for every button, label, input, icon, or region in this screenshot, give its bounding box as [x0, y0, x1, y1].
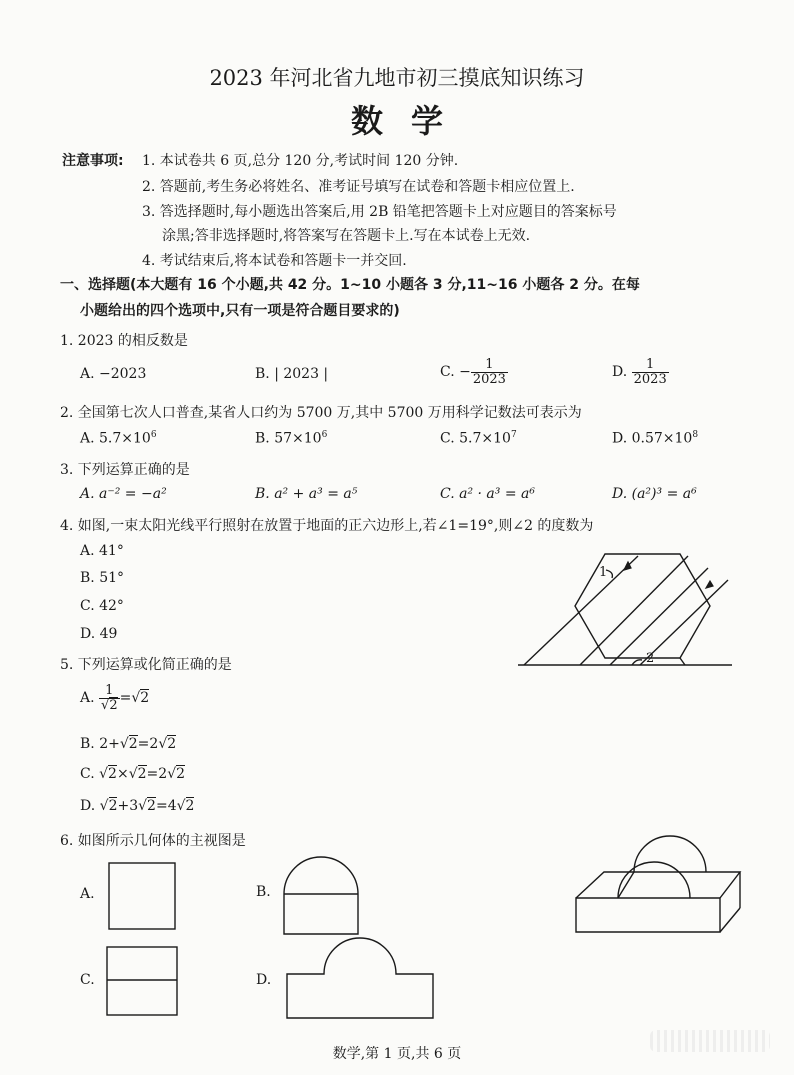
arrow-head: [706, 581, 713, 588]
option-b: B. | 2023 |: [255, 366, 329, 382]
hexagon-sunlight-diagram: [510, 548, 740, 673]
option-a: A. a⁻² = −a²: [80, 486, 167, 502]
section-heading-cont: 小题给出的四个选项中,只有一项是符合题目要求的): [80, 303, 400, 319]
sun-ray: [524, 556, 638, 665]
geometric-solid-figure: [574, 828, 746, 936]
question-stem: 4. 如图,一束太阳光线平行照射在放置于地面的正六边形上,若∠1=19°,则∠2 的度数为: [60, 518, 594, 534]
question-stem: 3. 下列运算正确的是: [60, 462, 190, 478]
option-a-square-view: [108, 862, 178, 932]
question-stem: 2. 全国第七次人口普查,某省人口约为 5700 万,其中 5700 万用科学记数法可表示为: [60, 405, 582, 421]
option-d: D. $0.57\times 10^8$: [612, 430, 699, 447]
option-d-semicircle-view: [286, 938, 436, 1020]
option-a: A. $5.7\times 10^6$: [80, 430, 157, 447]
sun-ray: [610, 568, 708, 665]
watermark-smudge: [650, 1030, 770, 1052]
option-b-arch-view: [282, 856, 362, 936]
angle-label-2: 2: [646, 651, 655, 666]
option-c: C. a² · a³ = a⁶: [440, 486, 535, 502]
option-d: D. (a²)³ = a⁶: [612, 486, 697, 502]
option-c-rectangles-view: [106, 946, 180, 1018]
option-c: C. $5.7\times 10^7$: [440, 430, 517, 447]
regular-hexagon: [575, 554, 710, 658]
option-d: D. $\frac{1}{2023}$: [612, 357, 667, 387]
question-stem: 5. 下列运算或化简正确的是: [60, 657, 232, 673]
notes-label: 注意事项:: [62, 153, 124, 169]
option-d: D. √2+3√2=4√2: [80, 798, 195, 814]
question-stem: 6. 如图所示几何体的主视图是: [60, 833, 246, 849]
option-c-label: C.: [80, 972, 95, 988]
option-c: C. − $\frac{1}{2023}$: [440, 357, 506, 387]
option-b: B. $57\times 10^6$: [255, 430, 328, 447]
option-d: D. 49: [80, 626, 118, 642]
note-item: 1. 本试卷共 6 页,总分 120 分,考试时间 120 分钟.: [142, 153, 459, 169]
sun-ray: [580, 556, 688, 665]
page-footer: 数学,第 1 页,共 6 页: [332, 1046, 462, 1062]
subject-title: 数学: [350, 102, 471, 140]
note-item: 2. 答题前,考生务必将姓名、准考证号填写在试卷和答题卡相应位置上.: [142, 179, 575, 195]
section-heading: 一、选择题(本大题有 16 个小题,共 42 分。1~10 小题各 3 分,11~16 小题各 2 分。在每: [60, 277, 640, 293]
option-a-label: A.: [80, 886, 95, 902]
option-a: A. $\frac{1}{√2}$ =√2: [80, 683, 150, 713]
option-a: A. −2023: [80, 366, 147, 382]
note-item: 3. 答选择题时,每小题选出答案后,用 2B 铅笔把答题卡上对应题目的答案标号: [142, 204, 617, 220]
question-stem: 1. 2023 的相反数是: [60, 333, 188, 349]
option-b: B. 51°: [80, 570, 125, 586]
option-c: C. 42°: [80, 598, 124, 614]
option-c: C. √2×√2=2√2: [80, 766, 186, 782]
option-b-label: B.: [256, 884, 271, 900]
note-item: 4. 考试结束后,将本试卷和答题卡一并交回.: [142, 253, 407, 269]
option-a: A. 41°: [80, 543, 124, 559]
option-d-label: D.: [256, 972, 272, 988]
angle-label-1: 1: [599, 565, 608, 580]
hex-to-ground: [680, 658, 685, 665]
option-b: B. 2+√2=2√2: [80, 736, 177, 752]
note-item: 涂黑;答非选择题时,将答案写在答题卡上.写在本试卷上无效.: [162, 228, 531, 244]
exam-title: 2023 年河北省九地市初三摸底知识练习: [209, 66, 585, 90]
option-b: B. a² + a³ = a⁵: [255, 486, 358, 502]
